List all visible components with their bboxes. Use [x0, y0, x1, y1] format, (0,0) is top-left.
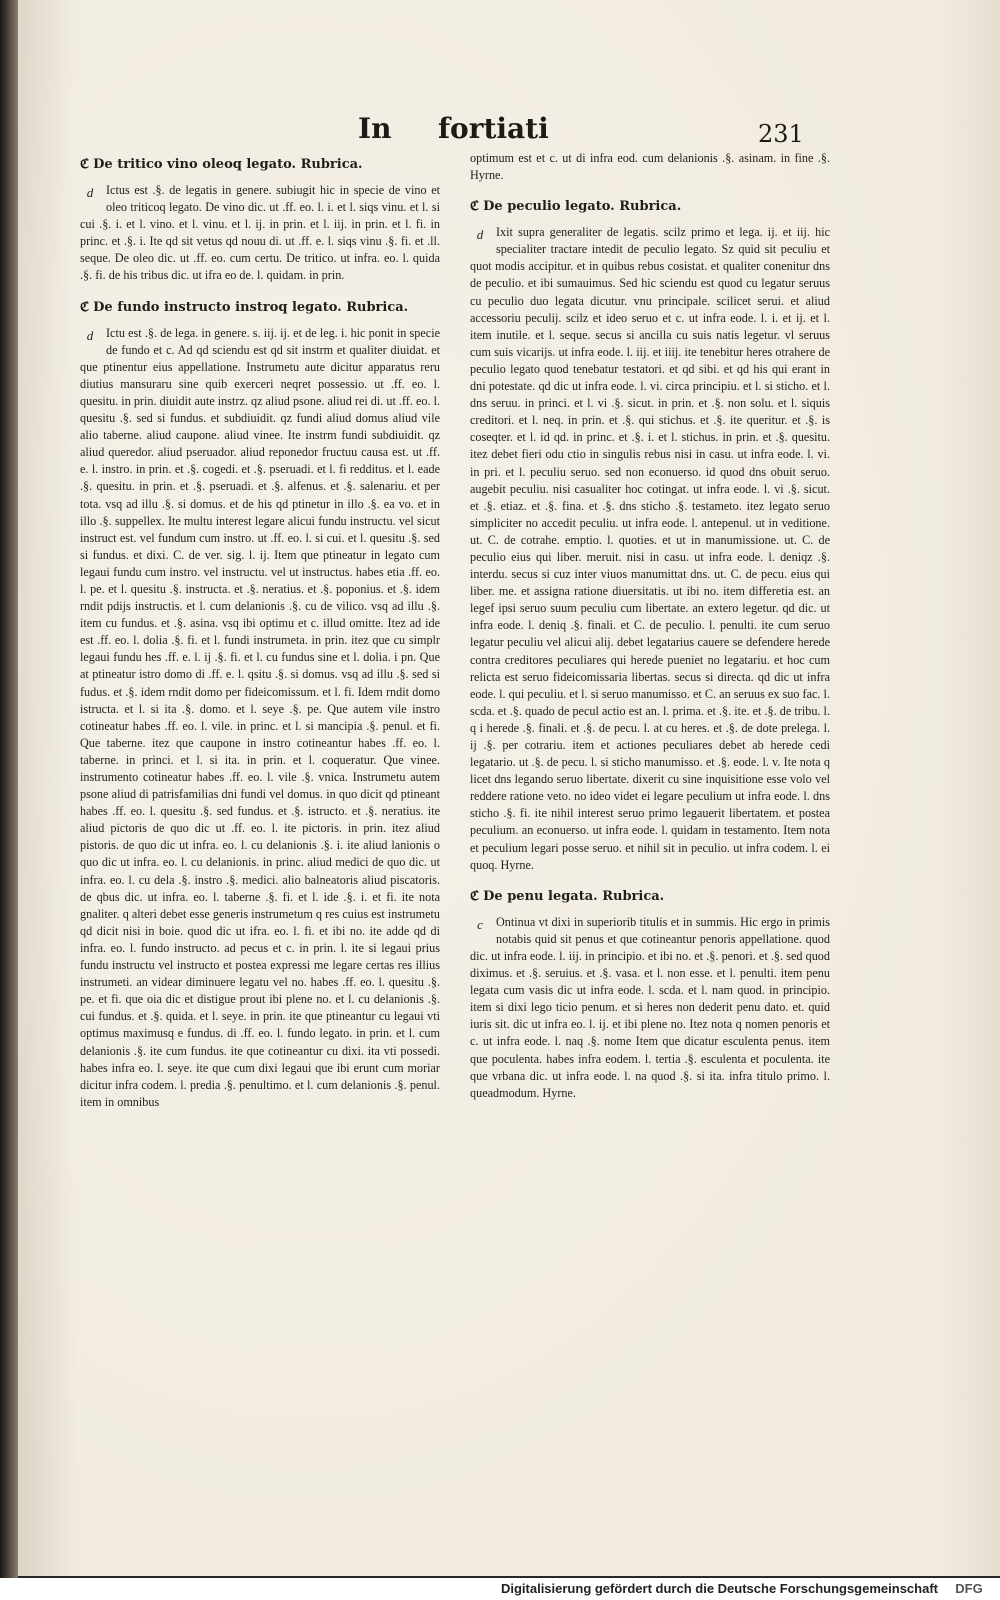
rubric-heading [80, 156, 440, 174]
funding-credit: Digitalisierung gefördert durch die Deutsche Forschungsgemeinschaft [500, 1581, 938, 1596]
guide-letter: d [86, 185, 94, 200]
dfg-logo: DFG [946, 1581, 992, 1597]
commentary-text: Ictu est .§. de lega. in genere. s. iij. ij. et de leg. i. hic ponit in specie de fundo et c. Ad qd sciendu est qd sit instrm et qualiter diuidat. et que ptinentur eius appellatione. Instrumetu aute dicitur apparatus reru diutius mansuraru sine quib exerceri neqret possessio. ut .ff. eo. l. quesitu. in prin. diuidit aute instrz. qz aliud psone. aliud rei di. ut .ff. eo. l. quesitu .§. sed si fundus. et subdiuidit. qz fundi aliud domus aliud vile alio taberne. aliud caupone. aliud vinee. Ite instrm fundi subdiuidit. qz aliud queredor. aliud pseruador. aliud reponedor fructuu causa est. ut .ff. e. l. instro. in prin. et .§. cogedi. et .§. pseruadi. et l. fi redditus. et l. eade .§. quesitu. in prin. et .§. pseruadi. et .§. alfenus. et .§. salenariu. et per tota. vsq ad illu .§. si domus. et de his qd ptinetur in illo .§. ea vo. et in illo .§. suppellex. Ite multu interest legare alicui fundu instructu. vel sicut instruct est. vel fundum cum instro. ut .ff. eo. l. si cui. et l. quesitu .§. sed si fundus. et dixi. C. de ver. sig. l. ij. Item que ptineatur in legato cum legaui fundu cum instro. vel instructu. vel ut instructus. habes etia .ff. eo. l. pe. et l. quesitu .§. instructa. et .§. neratius. et .§. poponius. et .§. idem rndit pdijs instructis. et l. cum delanionis .§. cu de vilico. vsq ad illu .§. item cu fundus. et .§. asina. vsq ibi optimu et c. illud omitte. Itez ad ide est .ff. eo. l. dolia .§. fi. et l. fundi instrumeta. in prin. itez que cu simplr legaui fundu hes .ff. e. l. ij .§. fi. et l. cu fundus sine et l. dolia. i pn. Que at ptineatur istro domo di .ff. e. l. qsitu .§. si domus. vsq ad illu .§. sed si fudus. et .§. idem rndit domo per fideicomissum. et l. fi. Idem rndit domo istructa. et l. si ita .§. domo. et l. seye .§. pe. Que autem vile instro cotineatur habes .ff. eo. l. vile. in princ. et l. si mancipia .§. penul. et fi. Que taberne. itez que caupone in instro cotineantur habes .ff. eo. l. taberne. in princi. et l. si ita. in prin. et l. coqueratur. Que vinee. instrumento cotineatur habes .ff. eo. l. vile .§. vnica. Instrumetu autem psone aliud di patrisfamilias dni fundi vel domus. in quo dicit qd ptineant habes .ff. eo. l. quesitu .§. sed fundus. et .§. istructo. et .§. neratius. ite aliud pictoris de quo dic ut .ff. eo. l. ite pictoris. in prin. itez aliud pistoris. de quo dic ut infra. eo. l. cu delanionis .§. i. ite aliud lanionis o quo dic ut infra. eo. l. cu delanionis. in princ. aliud medici de quo dic. ut infra. eo. l. cu dela .§. instro .§. medici. alio balneatoris aliud piscatoris. de qbus dic. ut infra. eo. l. taberne .§. fi. et l. ide .§. i. et fi. ite nota gnaliter. q alteri debet esse generis instrumetum q res cuius est instrumetu qd dicit nisi in boie. quod dic ut ifra. eo. l. fi. et ibi no. ite adde qd di infra. eo. l. fundo instructo. ad pecus et c. in prin. l. ite si legaui prius fundu instructu vel instructo et postea expressi me legare certas res illius instrumeti. an videar diminuere legatu vel no. habes .ff. eo. l. quesitu .§. pe. et fi. que oia dic et distigue prout ibi plene no. et l. cu delanionis .§. cui fundus. et .§. quida. et l. seye. in prin. ite que ptineantur cu legaui vti optimus maximusq e fundus. di .ff. eo. l. fundo legato. in prin. et l. cum delanionis .§. ite cum fundus. ite que cotineantur cu dixi. ita vti possedi. habes infra eo. l. seye. ite que cum dixi legaui que ibi erunt cum moriar dicitur infra codem. l. predia .§. penultimo. et l. cum delanionis .§. penul. item in omnibus [80, 325, 440, 1109]
commentary-text: Ontinua vt dixi in superiorib titulis et in summis. Hic ergo in primis notabis quid sit penus et que cotineantur penoris appellatione. quod dic. ut infra eode. l. iij. in principio. et ibi no. et .§. penori. et .§. sed quod diximus. et .§. seruius. et .§. vasa. et l. non esse. et l. penulti. item penu legata cum vasis dic ut infra eode. l. scda. et l. nam quod. in principio. item si dixi lego ticio penum. et si heres non dederit penu dato. et. quid iuris sit. dic ut infra eo. l. ij. et ibi plene no. Itez nota q nomen penoris et c. ut infra eode. l. naq .§. nome Item que dicatur esculenta penus. item que poculenta. habes infra eodem. l. tertia .§. esculenta et poculenta. ite que vrbana dic. ut infra eode. l. na quod .§. si ita. infra titulo primo. l. queadmodum. Hyrne. [470, 914, 830, 1100]
pilcrow-icon: ℭ [80, 299, 90, 315]
section-tritico [80, 156, 440, 285]
commentary-paragraph [80, 325, 440, 1111]
right-column [470, 150, 830, 1300]
guide-letter: d [476, 227, 484, 243]
guide-letter: d [86, 327, 94, 343]
rubric-text: De penu legata. Rubrica. [483, 888, 665, 904]
commentary-text: Ictus est .§. de legatis in genere. subiugit hic in specie de vino et oleo triticoq legato. De vino dic. ut .ff. eo. l. i. et l. siqs vinu. et l. si cui .§. i. et l. vino. et l. vinu. et l. ij. in prin. et l. iij. in prin. et l. fi. in princ. et .§. i. Ite qd sit vetus qd nouu di. ut .ff. e. l. siqs vinu .§. fi. et .ll. seque. De oleo dic. ut .ff. eo. cum certu. De tritico. ut infra. eo. l. quida .§. fi. de his tribus dic. ut ifra eo de. l. quidam. in prin. [80, 183, 440, 283]
left-column [80, 150, 440, 1300]
folio-number: 231 [758, 120, 804, 148]
commentary-text: Ixit supra generaliter de legatis. scilz primo et lega. ij. et iij. hic specialiter tractare intedit de peculio legato. Sz quid sit peculiu et quot modis accipitur. et in quibus rebus cosistat. et qualiter conenitur dns de peculio. et ibi sumauimus. Sed hic sciendu est quod cu legatur seruus cu peculio duo legata dicutur. vnu principale. scilicet serui. et aliud accessoriu peculij. scilz et ideo seruo et c. ut infra eode. l. i. et ij. et l. item inutile. et l. seque. secus si ancilla cu suis natis legetur. vl seruus cum suis vicarijs. ut infra eode. l. iij. et iiij. ite tenebitur heres otrahere de peculio legato quod tenebatur testatori. et qd sibi. et qd his qui erant in dni potestate. qd dic ut infra eode. l. vi. circa principiu. et l. si sticho. et l. dns seruu. in princi. et l. vi .§. sicut. in prin. et .§. non solu. et l. siquis creditori. et l. neq. in prin. et .§. qui stichus. et .§. ite queritur. et .§. is coseqter. et l. id qd. in princ. et .§. i. et l. stichus. in prin. et .§. quesitu. itez debet fieri odu ctio in singulis rebus nisi in casu. ut infra eode. l. vi. in pri. et l. peculiu seruo. sed non econuerso. id quod dns obuit seruo. augebit peculiu. nisi casualiter hoc cotingat. ut infra eode. l. vi .§. sicut. et .§. etiaz. et .§. fina. et .§. dns sticho .§. testameto. itez legato seruo simpliciter no accedit peculiu. ut infra eode. l. antepenul. ut in veditione. ut. C. de cotrahe. emptio. l. quoties. et ut in manumissione. ut. C. de peculio eius qui liber. meruit. nisi in casu. ut infra eode. l. deniqz .§. interdu. secus si cuz inter viuos manumittat dns. ut. C. de pecu. eius qui liber. me. et assigna ratione diuersitatis. ut ibi no. item differetia est. an legef ipsi seruo suum peculiu cum libertate. an extero legetur. qd dic. ut infra eode. l. deniq .§. finali. et C. de peculio. l. penulti. ite cum seruo legatur peculiu vel alicui alij. debet legatarius cauere se defendere herede contra creditores peculiares qui herede pueniet no legatariu. et hoc cum relicta est seruo fideicomissaria libertas. secus si directa. qd dic ut infra eode. l. qui peculiu. et l. si seruo manumisso. et C. an seruus ex suo fac. l. scda. et .§. quado de pecul actio est an. l. prima. et .§. ite. et .§. de tribu. l. q i herede .§. finali. et .§. de pecu. l. at cu heres. et .§. de dote prelega. l. ij .§. per cotrariu. item et actiones peculiares debet ab herede cedi legatario. ut .§. de pecu. l. si sticho manumisso. et .§. eode. l. v. Ite nota q licet dns legando seruo libertate. dixerit cu sine inquisitione esse volo vel reddere ratione veto. no ideo videt ei legare peculium ut infra eode. l. dns sticho .§. fi. ite nihil interest seruo primo legauerit libertatem. et postea peculium. an econuerso. ut infra eode. l. quidam in testamento. Item nota et peculium legari posse seruo. et nihil sit in peculio. ut infra codem. l. ei quoq. Hyrne. [470, 225, 830, 872]
pilcrow-icon: ℭ [470, 199, 480, 215]
section-peculio [470, 198, 830, 874]
commentary-paragraph [470, 914, 830, 1102]
rubric-heading [470, 198, 830, 216]
rubric-text: De fundo instructo instroq legato. Rubrica. [93, 299, 409, 315]
commentary-paragraph [80, 182, 440, 285]
digitization-footer [0, 1578, 1000, 1600]
running-head-right: fortiati [438, 112, 549, 145]
pilcrow-icon: ℭ [470, 888, 480, 904]
guide-letter: c [477, 916, 483, 932]
book-page [18, 0, 1000, 1576]
section-fundo [80, 299, 440, 1111]
rubric-text: De tritico vino oleoq legato. Rubrica. [93, 157, 363, 172]
commentary-paragraph [470, 224, 830, 874]
rubric-heading [470, 888, 830, 906]
running-head-left: In [358, 112, 392, 145]
rubric-text: De peculio legato. Rubrica. [483, 199, 682, 215]
continuation-text: optimum est et c. ut di infra eod. cum delanionis .§. asinam. in fine .§. Hyrne. [470, 151, 830, 183]
rubric-heading [80, 299, 440, 317]
pilcrow-icon: ℭ [80, 157, 90, 172]
section-penu [470, 888, 830, 1102]
book-binding-edge [0, 0, 18, 1600]
